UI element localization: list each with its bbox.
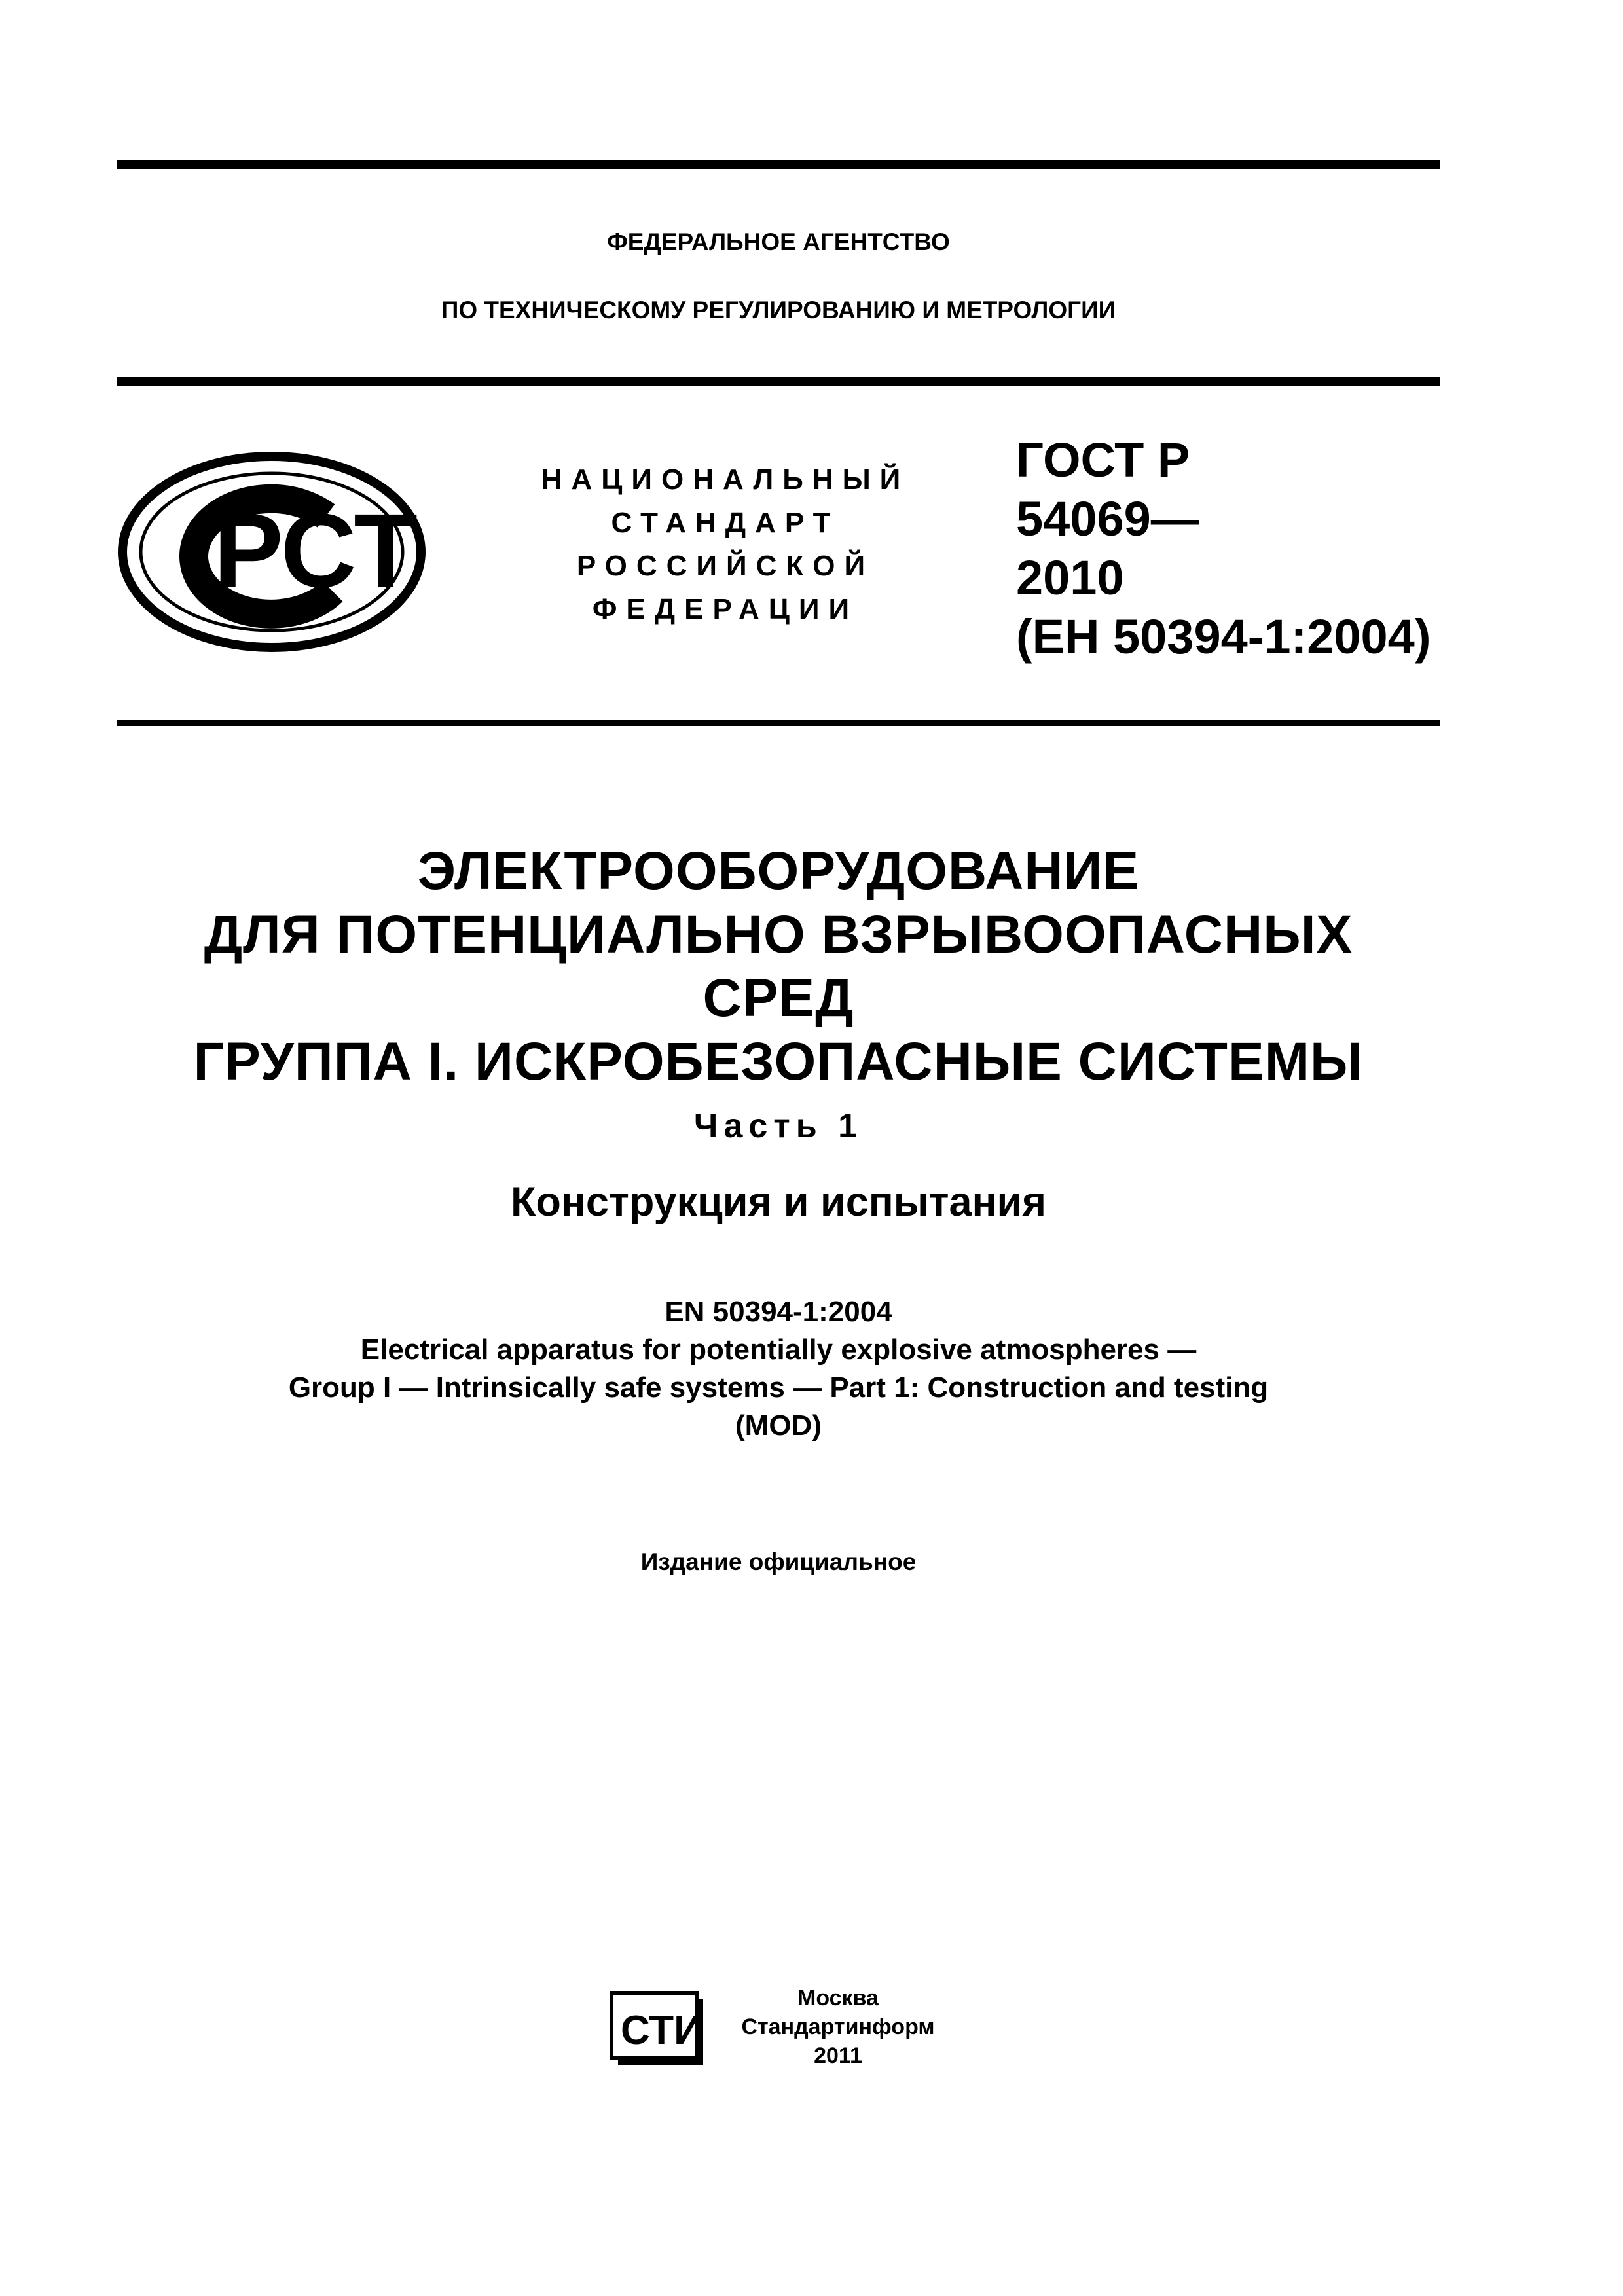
national-standard-line: РОССИЙСКОЙ xyxy=(576,550,875,582)
national-standard-line: ФЕДЕРАЦИИ xyxy=(592,593,859,625)
title-line: ЭЛЕКТРООБОРУДОВАНИЕ xyxy=(417,841,1140,901)
publisher-logo-text: СТИ xyxy=(621,2008,703,2053)
national-standard-block xyxy=(509,458,941,631)
publisher-year: 2011 xyxy=(814,2043,862,2068)
title-line: ДЛЯ ПОТЕНЦИАЛЬНО ВЗРЫВООПАСНЫХ xyxy=(204,905,1353,964)
english-reference xyxy=(117,1293,1440,1445)
standard-designation xyxy=(1016,431,1448,666)
national-standard-line: НАЦИОНАЛЬНЫЙ xyxy=(541,464,910,496)
english-line: Electrical apparatus for potentially explosive atmospheres — xyxy=(360,1334,1197,1366)
part-number: Часть 1 xyxy=(693,1107,864,1145)
agency-rule xyxy=(117,377,1440,386)
english-line: Group I — Intrinsically safe systems — Part 1: Construction and testing xyxy=(288,1372,1269,1404)
top-rule xyxy=(117,160,1440,169)
document-title xyxy=(117,839,1440,1093)
english-line: EN 50394-1:2004 xyxy=(665,1296,892,1328)
designation-line-4: (ЕН 50394-1:2004) xyxy=(1016,610,1431,664)
english-line: (MOD) xyxy=(735,1410,822,1442)
title-line: СРЕД xyxy=(702,968,854,1028)
rst-logo-text: РСТ xyxy=(213,492,418,609)
standartinform-logo-icon xyxy=(609,1990,706,2068)
agency-line-1: ФЕДЕРАЛЬНОЕ АГЕНТСТВО xyxy=(607,228,950,255)
title-line: ГРУППА I. ИСКРОБЕЗОПАСНЫЕ СИСТЕМЫ xyxy=(193,1032,1364,1091)
designation-rule xyxy=(117,720,1440,726)
designation-line-2: 54069— xyxy=(1016,492,1199,546)
edition-note: Издание официальное xyxy=(640,1548,917,1575)
publisher-block xyxy=(720,1984,956,2070)
designation-line-1: ГОСТ Р xyxy=(1016,433,1190,487)
publisher-city: Москва xyxy=(797,1986,879,2011)
rst-conformity-mark-icon xyxy=(117,450,427,653)
publisher-name: Стандартинформ xyxy=(741,2014,935,2039)
agency-line-2: ПО ТЕХНИЧЕСКОМУ РЕГУЛИРОВАНИЮ И МЕТРОЛОГИИ xyxy=(441,297,1116,323)
designation-line-3: 2010 xyxy=(1016,551,1124,605)
national-standard-line: СТАНДАРТ xyxy=(611,507,840,539)
document-subtitle: Конструкция и испытания xyxy=(510,1179,1047,1225)
